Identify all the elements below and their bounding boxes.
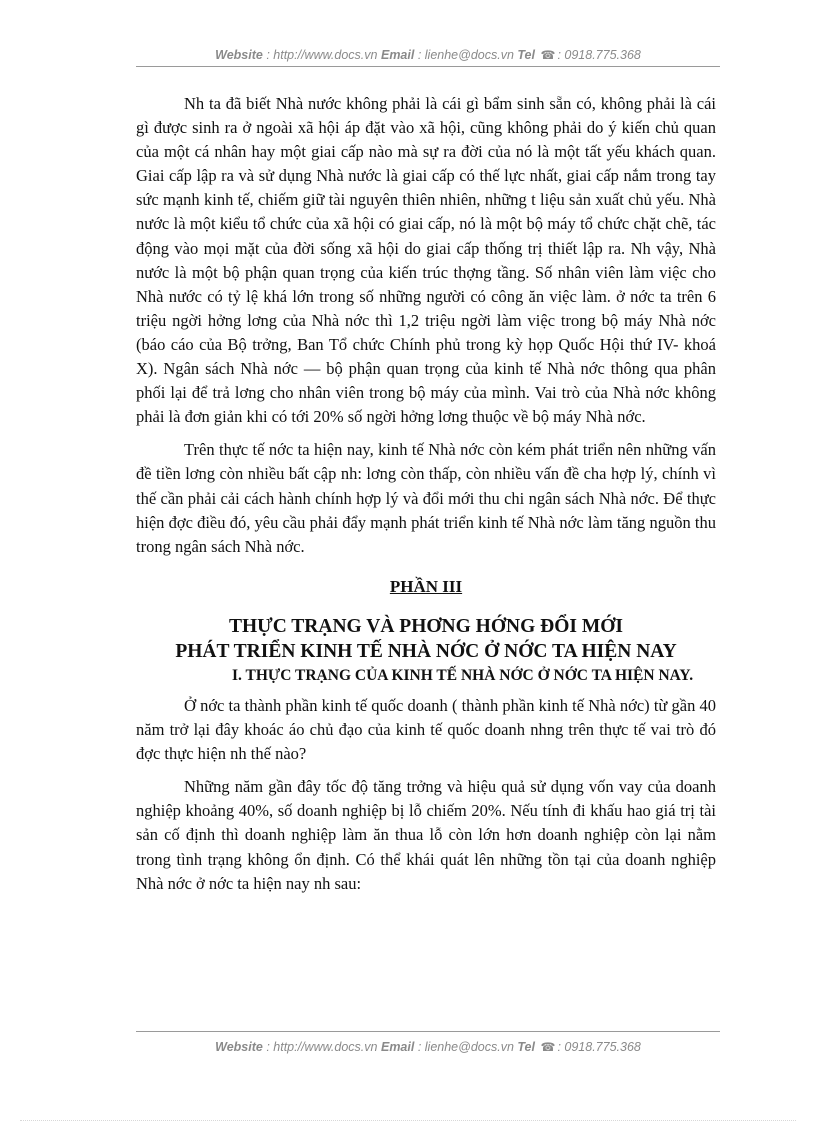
part-title: PHẦN III [389, 576, 463, 596]
phone-icon: ☎ [540, 1040, 556, 1054]
header-website-label: Website [215, 48, 263, 62]
heading-line: PHÁT TRIỂN KINH TẾ NHÀ NỚC Ở NỚC TA HIỆN NAY [175, 640, 677, 662]
paragraph: Trên thực tế nớc ta hiện nay, kinh tế Nhà nớc còn kém phát triển nên những vấn đề tiền lơng còn nhiều bất cập nh: lơng còn thấp, còn nhiều vấn đề cha hợp lý, chính vì thế cần phải cải cách hành chính hợp lý và đổi mới thu chi ngân sách Nhà nớc. Để thực hiện đợc điều đó, yêu cầu phải đẩy mạnh phát triển kinh tế Nhà nớc làm tăng nguồn thu trong ngân sách Nhà nớc. [136, 440, 716, 556]
heading-line: THỰC TRẠNG VÀ PHƠNG HỚNG ĐỔI MỚI [229, 615, 623, 637]
paragraph: Những năm gần đây tốc độ tăng trởng và hiệu quả sử dụng vốn vay của doanh nghiệp khoảng 40%, số doanh nghiệp bị lỗ chiếm 20%. Nếu tính đi khấu hao giá trị tài sản cố định thì doanh nghiệp làm ăn thua lỗ còn lớn hơn doanh nghiệp còn lại nằm trong tình trạng không ổn định. Có thể khái quát lên những tồn tại của doanh nghiệp Nhà nớc ở nớc ta hiện nay nh sau: [136, 777, 716, 893]
header-email-value[interactable]: : lienhe@docs.vn [417, 48, 514, 62]
chapter-heading [136, 614, 716, 664]
page-edge-divider [20, 1120, 796, 1121]
paragraph: Ở nớc ta thành phần kinh tế quốc doanh ( thành phần kinh tế Nhà nớc) từ gần 40 năm trở lại đây khoác áo chủ đạo của kinh tế quốc doanh nhng trên thực tế vai trò đó đợc thực hiện nh thế nào? [136, 695, 716, 764]
footer-email-label: Email [380, 1040, 415, 1054]
footer-tel-label: Tel [517, 1040, 535, 1054]
footer-website-value[interactable]: : http://www.docs.vn [266, 1040, 378, 1054]
header-website-value[interactable]: : http://www.docs.vn [266, 48, 378, 62]
section-subheading: I. THỰC TRẠNG CỦA KINH TẾ NHÀ NỚC Ở NỚC TA HIỆN NAY. [232, 666, 694, 684]
header-tel-label: Tel [517, 48, 535, 62]
footer-website-label: Website [215, 1040, 263, 1054]
header-tel-value: : 0918.775.368 [557, 48, 641, 62]
header-rule [136, 66, 720, 67]
header-email-label: Email [380, 48, 415, 62]
document-body [136, 92, 716, 896]
page-footer [136, 1040, 720, 1054]
paragraph: Nh ta đã biết Nhà nước không phải là cái gì bẩm sinh sẵn có, không phải là cái gì được sinh ra ở ngoài xã hội áp đặt vào xã hội, cũng không phải do ý kiến chủ quan của một cá nhân hay một giai cấp nào mà sự ra đời của nó là một tất yếu khách quan. Giai cấp lập ra và sử dụng Nhà nước là giai cấp có thế lực nhất, giai cấp nắm trong tay sức mạnh kinh tế, chiếm giữ tài nguyên thiên nhiên, những t liệu sản xuất chủ yếu. Nhà nước là một kiểu tổ chức của xã hội có giai cấp, nó là một bộ máy tổ chức chặt chẽ, tác động vào mọi mặt của đời sống xã hội do giai cấp thống trị thiết lập ra. Nh vậy, Nhà nước là một bộ phận quan trọng của kiến trúc thợng tầng. Số nhân viên làm việc cho Nhà nước có tỷ lệ khá lớn trong số những người có công ăn việc làm. ở nớc ta trên 6 triệu ngời hởng lơng của Nhà nớc thì 1,2 triệu ngời làm việc trong bộ máy Nhà nớc (báo cáo của Bộ trởng, Ban Tổ chức Chính phủ trong kỳ họp Quốc Hội thứ IV- khoá X). Ngân sách Nhà nớc — bộ phận quan trọng của kinh tế Nhà nớc thông qua phân phối lại để trả lơng cho nhân viên trong bộ máy của mình. Vai trò của Nhà nớc không phải là đơn giản khi có tới 20% số ngời hởng lơng thuộc về bộ máy Nhà nớc. [136, 94, 716, 427]
footer-tel-value: : 0918.775.368 [557, 1040, 641, 1054]
phone-icon: ☎ [540, 48, 556, 62]
footer-email-value[interactable]: : lienhe@docs.vn [417, 1040, 514, 1054]
page-header [136, 48, 720, 62]
footer-rule [136, 1031, 720, 1032]
